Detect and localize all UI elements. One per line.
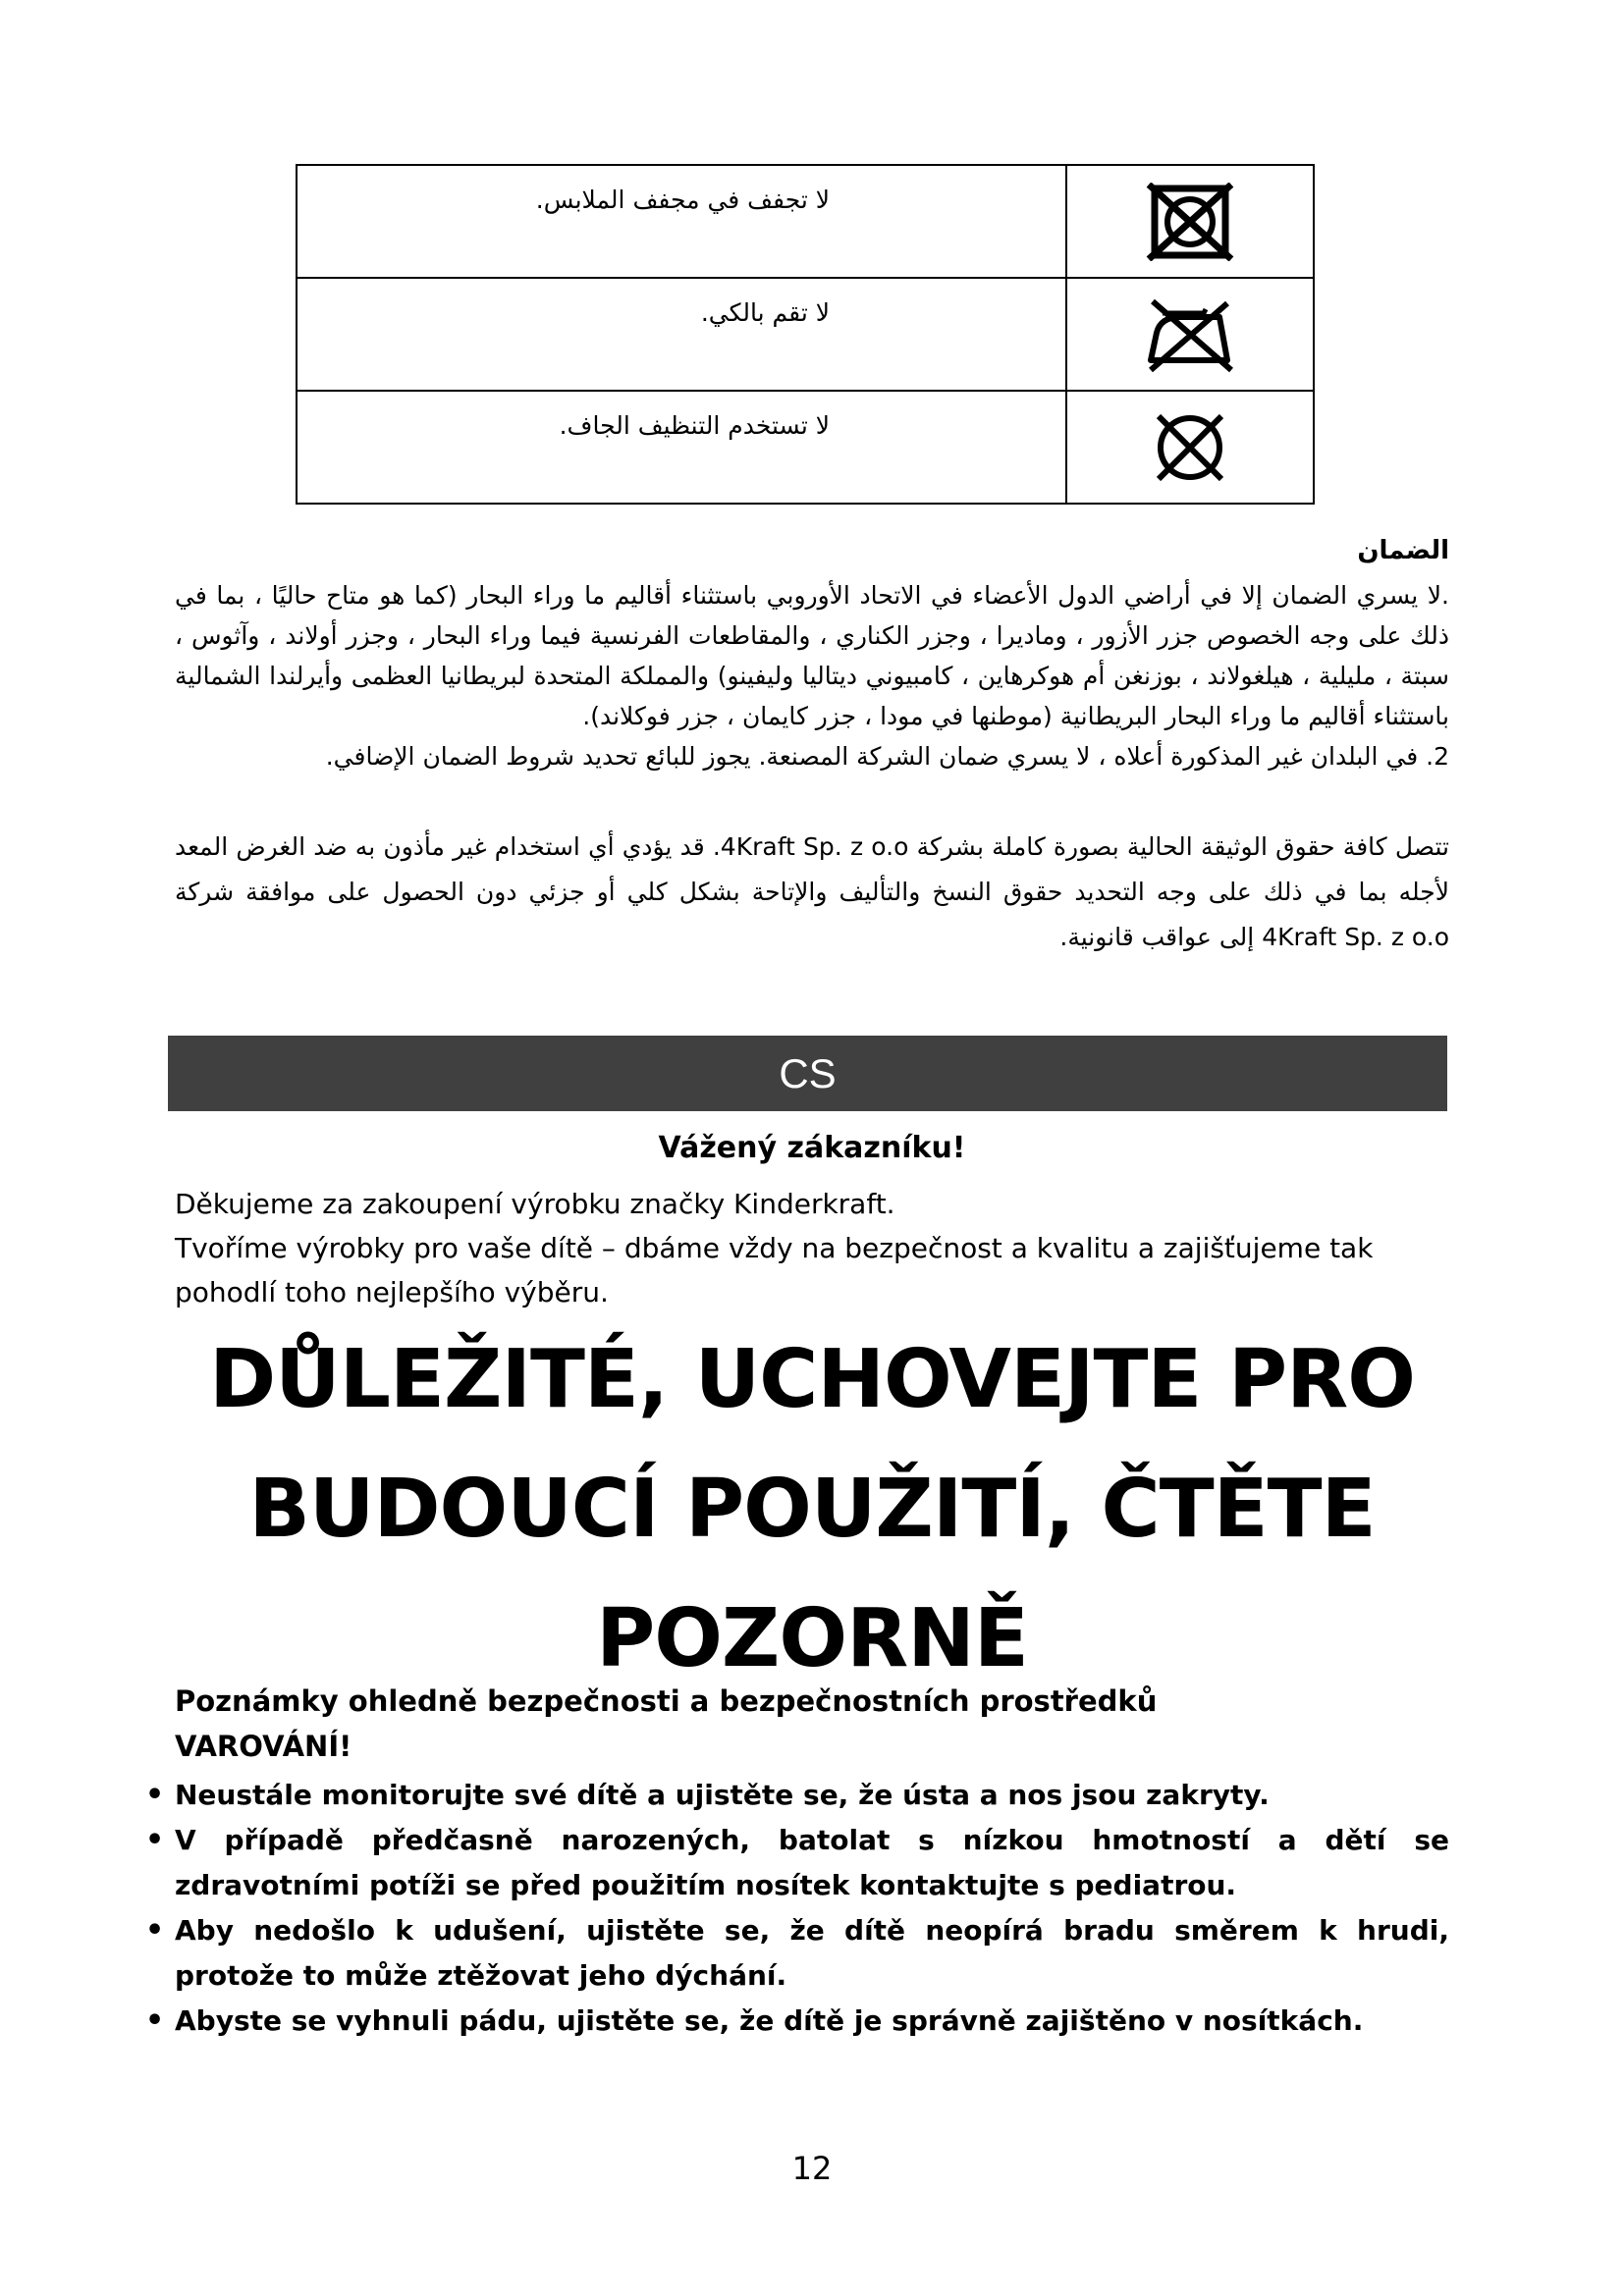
- care-row: [297, 278, 1314, 391]
- warranty-title: الضمان: [1357, 536, 1449, 565]
- warning-label: VAROVÁNÍ!: [175, 1730, 352, 1763]
- care-text: لا تستخدم التنظيف الجاف.: [297, 391, 1066, 504]
- list-item: • Aby nedošlo k udušení, ujistěte se, že dítě neopírá bradu směrem k hrudi, protože to může ztěžovat jeho dýchání.: [175, 1908, 1449, 1999]
- warranty-paragraph-2: 2. في البلدان غير المذكورة أعلاه ، لا يسري ضمان الشركة المصنعة. يجوز للبائع تحديد شروط الضمان الإضافي.: [325, 742, 1449, 771]
- care-text: لا تقم بالكي.: [297, 278, 1066, 391]
- important-headline: DŮLEŽITÉ, UCHOVEJTE PRO BUDOUCÍ POUŽITÍ, ČTĚTE POZORNĚ: [209, 1333, 1415, 1685]
- no-ironing-icon: [1066, 278, 1314, 391]
- list-item: • Neustále monitorujte své dítě a ujistěte se, že ústa a nos jsou zakryty.: [175, 1773, 1449, 1818]
- greeting: Vážený zákazníku!: [658, 1131, 966, 1165]
- intro-line: Tvoříme výrobky pro vaše dítě – dbáme vždy na bezpečnost a kvalitu a zajišťujeme tak pohodlí toho nejlepšího výběru.: [175, 1232, 1374, 1308]
- intro-line: Děkujeme za zakoupení výrobku značky Kinderkraft.: [175, 1188, 895, 1220]
- list-item: • V případě předčasně narozených, batolat s nízkou hmotností a dětí se zdravotními potíži se před použitím nosítek kontaktujte s pediatrou.: [175, 1818, 1449, 1908]
- page-number: 12: [791, 2150, 833, 2187]
- warning-list: [175, 1773, 1449, 2044]
- care-row: [297, 391, 1314, 504]
- safety-notes-title: Poznámky ohledně bezpečnosti a bezpečnostních prostředků: [175, 1684, 1158, 1718]
- language-section-bar: CS: [168, 1036, 1447, 1111]
- no-dry-cleaning-icon: [1066, 391, 1314, 504]
- intro-text: [175, 1182, 1451, 1314]
- care-symbols-table: [296, 164, 1315, 505]
- care-text: لا تجفف في مجفف الملابس.: [297, 165, 1066, 278]
- list-item: • Abyste se vyhnuli pádu, ujistěte se, že dítě je správně zajištěno v nosítkách.: [175, 1999, 1449, 2044]
- warranty-paragraph-1: .لا يسري الضمان إلا في أراضي الدول الأعضاء في الاتحاد الأوروبي باستثناء أقاليم ما وراء البحار (كما هو متاح حاليًا ، بما في ذلك على وجه الخصوص جزر الأزور ، وماديرا ، وجزر الكناري ، والمقاطعات الفرنسية فيما وراء البحار ، وجزر أولاند ، وآثوس ، سبتة ، مليلية ، هيلغولاند ، بوزنغن أم هوكرهاين ، كامبيوني ديتاليا وليفينو) والمملكة المتحدة لبريطانيا العظمى وأيرلندا الشمالية باستثناء أقاليم ما وراء البحار البريطانية (موطنها في مودا ، جزر كايمان ، جزر فوكلاند).: [175, 581, 1449, 730]
- care-row: [297, 165, 1314, 278]
- no-tumble-dry-icon: [1066, 165, 1314, 278]
- copyright-paragraph: تتصل كافة حقوق الوثيقة الحالية بصورة كاملة بشركة 4Kraft Sp. z o.o. قد يؤدي أي استخدام غير مأذون به ضد الغرض المعد لأجله بما في ذلك على وجه التحديد حقوق النسخ والتأليف والإتاحة بشكل كلي أو جزئي دون الحصول على موافقة شركة 4Kraft Sp. z o.o إلى عواقب قانونية.: [175, 832, 1449, 951]
